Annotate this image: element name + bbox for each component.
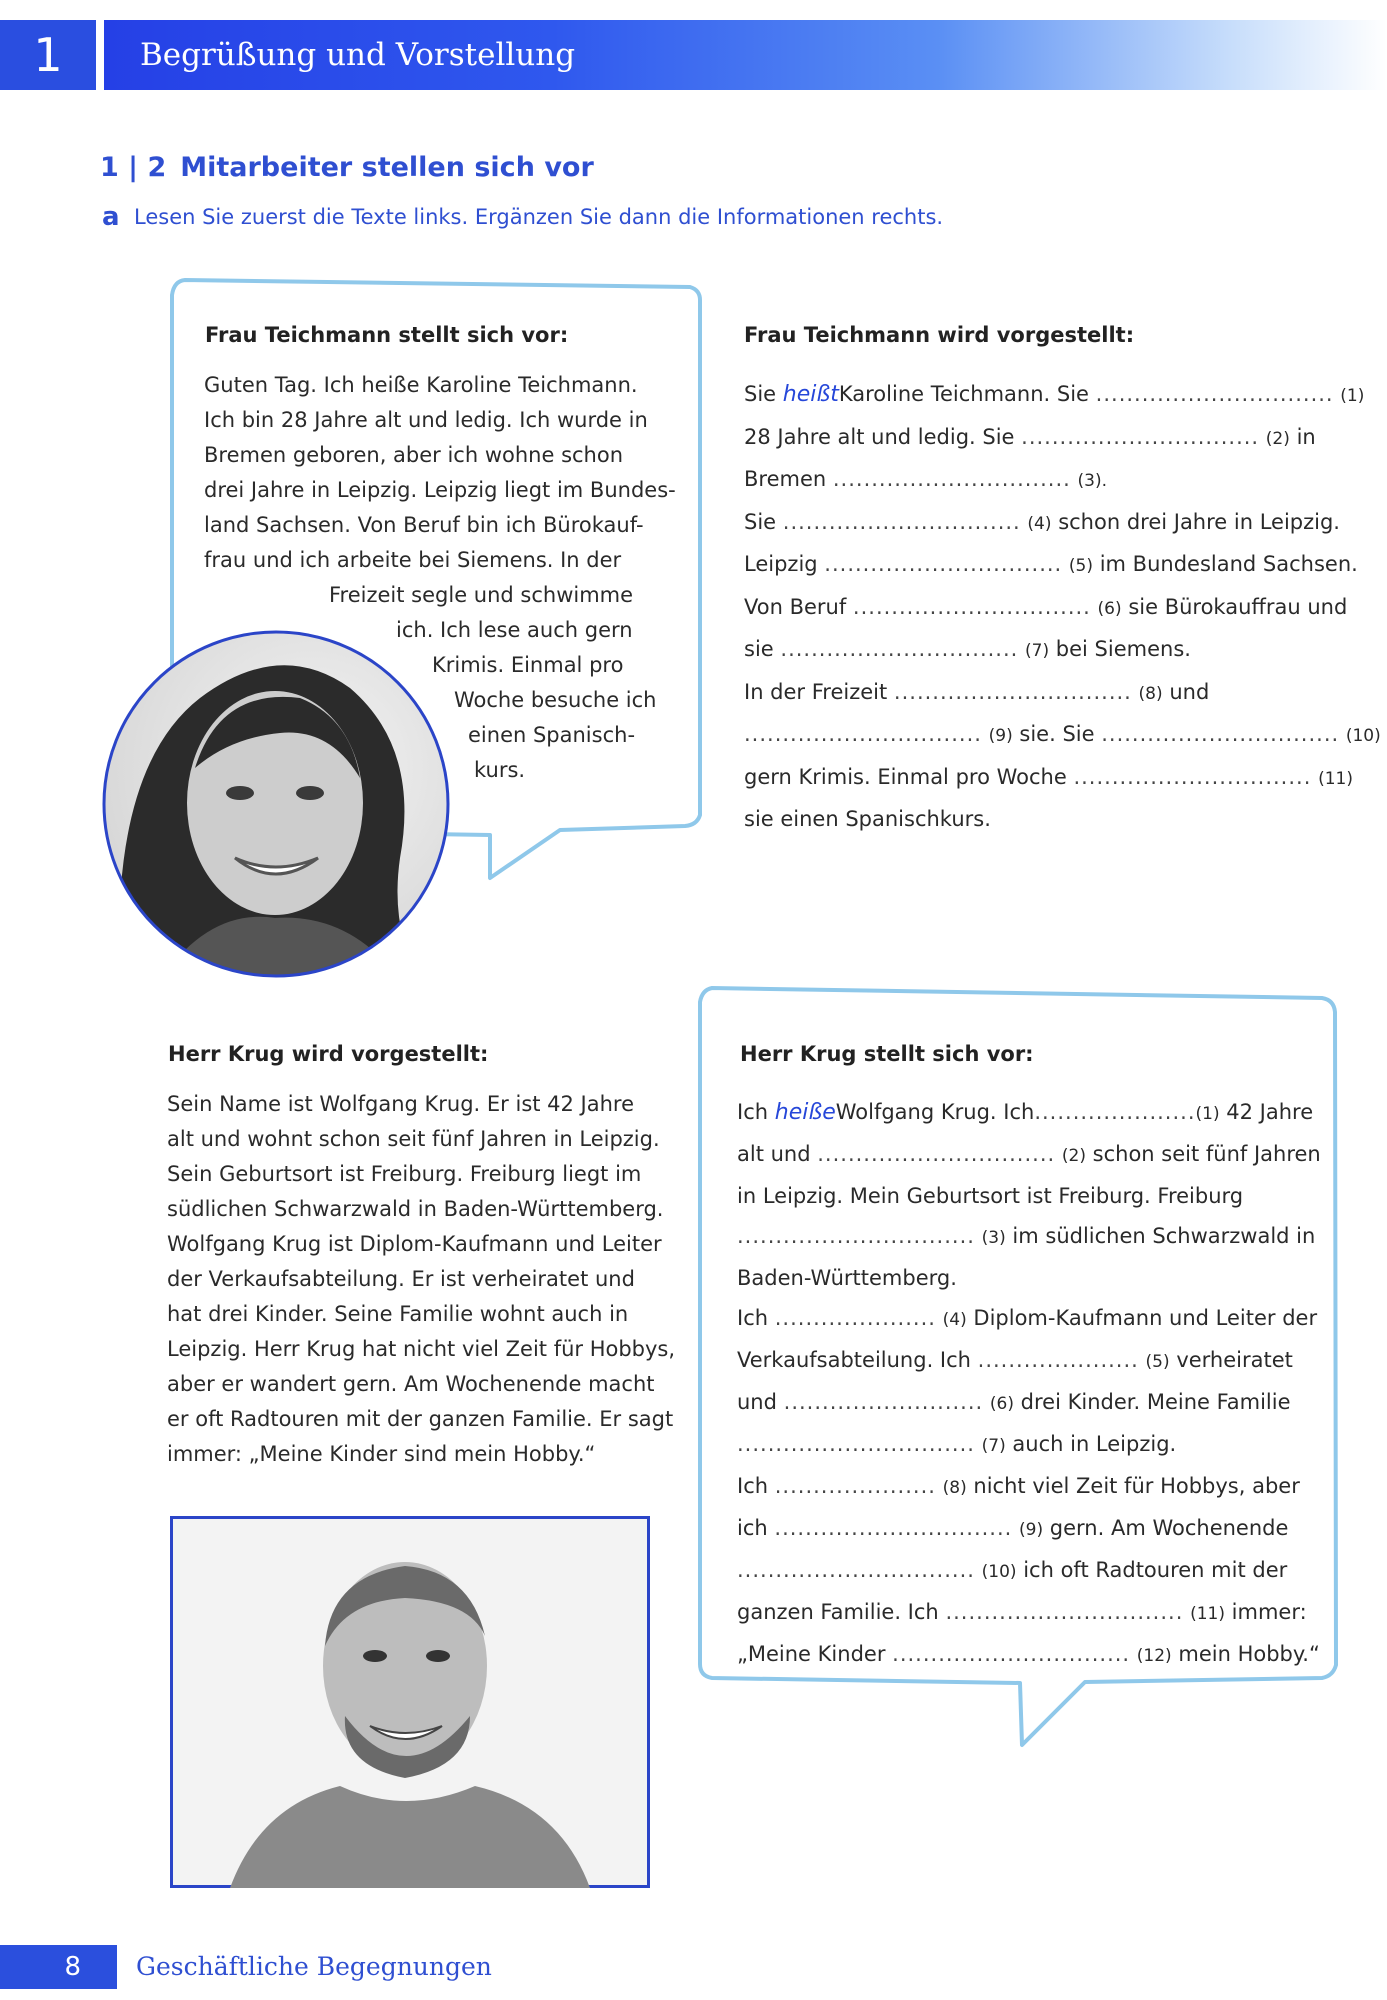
blank-number: (6) xyxy=(989,1394,1014,1414)
blank-4[interactable]: ..................... xyxy=(774,1306,936,1330)
blank-11[interactable]: ............................... xyxy=(1073,764,1312,789)
instruction-text: Lesen Sie zuerst die Texte links. Ergänzen Sie dann die Informationen rechts. xyxy=(134,205,944,229)
text: Sie xyxy=(744,509,777,534)
krug-intro-text xyxy=(167,1087,676,1472)
text: ich xyxy=(737,1516,768,1540)
handwritten-answer: heißt xyxy=(782,382,839,407)
text: immer: xyxy=(1231,1600,1307,1624)
text-line: immer: „Meine Kinder sind mein Hobby.“ xyxy=(167,1442,596,1466)
text-line: Bremen geboren, aber ich wohne schon xyxy=(204,443,624,467)
text: sie Bürokauffrau und xyxy=(1128,594,1348,619)
text: 42 Jahre xyxy=(1226,1100,1314,1124)
text-line: Ich bin 28 Jahre alt und ledig. Ich wurde in xyxy=(204,408,648,432)
exercise-line xyxy=(744,417,1344,460)
blank-6[interactable]: ............................... xyxy=(852,594,1091,619)
blank-6[interactable]: .......................... xyxy=(783,1390,984,1414)
text-line: Freizeit segle und schwimme xyxy=(329,583,634,607)
text: und xyxy=(737,1390,777,1414)
text-line: einen Spanisch- xyxy=(468,723,636,747)
task-letter: a xyxy=(102,202,120,232)
teichmann-intro-heading: Frau Teichmann wird vorgestellt: xyxy=(744,323,1135,347)
blank-number: (5) xyxy=(1068,556,1094,576)
blank-7[interactable]: ............................... xyxy=(737,1432,975,1456)
text-line: kurs. xyxy=(474,758,526,782)
handwritten-answer: heiße xyxy=(774,1100,836,1125)
text-line: er oft Radtouren mit der ganzen Familie. Er sagt xyxy=(167,1407,674,1431)
krug-intro-heading: Herr Krug wird vorgestellt: xyxy=(168,1042,489,1066)
exercise-line xyxy=(737,1340,1337,1382)
text: mein Hobby.“ xyxy=(1178,1642,1320,1666)
text-line: Guten Tag. Ich heiße Karoline Teichmann. xyxy=(204,373,638,397)
blank-7[interactable]: ............................... xyxy=(780,637,1019,661)
text: verheiratet xyxy=(1176,1348,1293,1372)
blank-3[interactable]: ............................... xyxy=(832,467,1071,491)
text: Bremen xyxy=(744,467,827,491)
text: in xyxy=(1296,424,1316,449)
blank-9[interactable]: ............................... xyxy=(744,722,982,746)
page-number-box xyxy=(0,1945,117,1989)
text: gern. Am Wochenende xyxy=(1049,1516,1289,1540)
text: „Meine Kinder xyxy=(737,1642,886,1666)
chapter-title: Begrüßung und Vorstellung xyxy=(140,37,576,73)
text: In der Freizeit xyxy=(744,679,888,704)
text-line: der Verkaufsabteilung. Er ist verheiratet und xyxy=(167,1267,635,1291)
exercise-line xyxy=(737,1592,1337,1634)
text-line: land Sachsen. Von Beruf bin ich Bürokauf- xyxy=(204,513,644,537)
exercise-line xyxy=(737,1298,1337,1340)
book-title: Geschäftliche Begegnungen xyxy=(136,1952,492,1981)
exercise-line xyxy=(744,629,1344,672)
blank-5[interactable]: ..................... xyxy=(977,1348,1139,1372)
text: Ich xyxy=(737,1474,769,1498)
blank-2[interactable]: ............................... xyxy=(1021,424,1260,449)
krug-self-exercise xyxy=(737,1092,1337,1676)
page-number: 8 xyxy=(64,1952,81,1982)
text: im südlichen Schwarzwald in xyxy=(1012,1224,1316,1248)
exercise-line xyxy=(744,587,1348,630)
exercise-line: in Leipzig. Mein Geburtsort ist Freiburg. Freiburg xyxy=(737,1184,1244,1208)
text-line: aber er wandert gern. Am Wochenende macht xyxy=(167,1372,655,1396)
exercise-line: Baden-Württemberg. xyxy=(737,1266,957,1290)
exercise-line: sie einen Spanischkurs. xyxy=(744,807,991,831)
text: drei Kinder. Meine Familie xyxy=(1020,1390,1291,1414)
blank-1[interactable]: ..................... xyxy=(1034,1100,1196,1124)
text: gern Krimis. Einmal pro Woche xyxy=(744,764,1067,789)
blank-11[interactable]: ............................... xyxy=(945,1600,1184,1624)
text: nicht viel Zeit für Hobbys, aber xyxy=(973,1474,1300,1498)
teichmann-intro-exercise xyxy=(744,374,1381,840)
blank-2[interactable]: ............................... xyxy=(817,1142,1056,1166)
exercise-line xyxy=(744,757,1353,800)
text: auch in Leipzig. xyxy=(1012,1432,1177,1456)
text: sie xyxy=(744,637,774,661)
blank-number: (9) xyxy=(988,726,1013,746)
text: Diplom-Kaufmann und Leiter der xyxy=(973,1306,1318,1330)
text: schon seit fünf Jahren xyxy=(1092,1142,1321,1166)
blank-8[interactable]: ............................... xyxy=(893,679,1132,704)
text: Verkaufsabteilung. Ich xyxy=(737,1348,971,1372)
blank-number: (11) xyxy=(1318,768,1353,789)
text: sie. Sie xyxy=(1019,722,1095,746)
blank-10[interactable]: ............................... xyxy=(1101,722,1340,746)
blank-number: (7) xyxy=(1025,641,1050,661)
blank-number: (7) xyxy=(981,1436,1006,1456)
exercise-line xyxy=(737,1634,1337,1676)
blank-number: (11) xyxy=(1190,1604,1225,1624)
blank-number: (8) xyxy=(942,1478,967,1498)
blank-number: (3) xyxy=(981,1228,1006,1248)
blank-number: (2) xyxy=(1061,1146,1086,1166)
blank-number: (2) xyxy=(1265,428,1290,449)
text-line: hat drei Kinder. Seine Familie wohnt auch in xyxy=(167,1302,629,1326)
text: Ich xyxy=(737,1306,769,1330)
section-number: 1 | 2 xyxy=(100,152,167,183)
blank-number: (4) xyxy=(942,1310,967,1330)
krug-self-heading: Herr Krug stellt sich vor: xyxy=(740,1042,1034,1066)
text-line: ich. Ich lese auch gern xyxy=(396,618,633,642)
blank-12[interactable]: ............................... xyxy=(892,1642,1131,1666)
blank-number: (10) xyxy=(1345,726,1381,746)
exercise-line xyxy=(744,672,1344,715)
text-line: Sein Geburtsort ist Freiburg. Freiburg liegt im xyxy=(167,1162,642,1186)
text-line: Krimis. Einmal pro xyxy=(432,653,624,677)
text: ich oft Radtouren mit der xyxy=(1023,1558,1288,1582)
exercise-line xyxy=(737,1466,1337,1508)
blank-8[interactable]: ..................... xyxy=(774,1474,936,1498)
exercise-line xyxy=(744,544,1358,587)
text: Sie xyxy=(744,382,777,406)
text: Von Beruf xyxy=(744,594,847,619)
text: schon drei Jahre in Leipzig. xyxy=(1058,509,1340,534)
text-line: frau und ich arbeite bei Siemens. In der xyxy=(204,548,622,572)
exercise-line xyxy=(737,1550,1337,1592)
page-footer xyxy=(0,1945,1387,1989)
blank-4[interactable]: ............................... xyxy=(782,509,1021,534)
text: im Bundesland Sachsen. xyxy=(1099,552,1358,576)
exercise-line xyxy=(737,1382,1337,1424)
text-line: Leipzig. Herr Krug hat nicht viel Zeit für Hobbys, xyxy=(167,1337,676,1361)
krug-portrait-photo xyxy=(170,1516,650,1888)
blank-9[interactable]: ............................... xyxy=(774,1516,1013,1540)
text: Leipzig xyxy=(744,552,818,576)
blank-number: (1) xyxy=(1340,386,1365,406)
text: und xyxy=(1169,679,1210,704)
blank-number: (5) xyxy=(1145,1352,1170,1372)
text: Ich xyxy=(737,1100,769,1124)
text-line: Woche besuche ich xyxy=(454,688,657,712)
blank-3[interactable]: ............................... xyxy=(737,1224,975,1248)
blank-number: (1) xyxy=(1195,1104,1220,1124)
exercise-line xyxy=(744,374,1365,417)
exercise-line xyxy=(744,502,1344,545)
teichmann-portrait-photo xyxy=(100,628,452,980)
text-line: südlichen Schwarzwald in Baden-Württemberg. xyxy=(167,1197,664,1221)
exercise-line xyxy=(737,1134,1337,1176)
section-title: Mitarbeiter stellen sich vor xyxy=(180,152,594,183)
blank-number: (10) xyxy=(981,1562,1017,1582)
blank-number: (6) xyxy=(1097,598,1122,619)
text-line: Wolfgang Krug ist Diplom-Kaufmann und Leiter xyxy=(167,1232,662,1256)
exercise-line xyxy=(737,1508,1337,1550)
text-line: drei Jahre in Leipzig. Leipzig liegt im Bundes- xyxy=(204,478,676,502)
blank-5[interactable]: ............................... xyxy=(824,552,1063,576)
exercise-line xyxy=(744,459,1344,502)
text: Wolfgang Krug. Ich xyxy=(835,1100,1035,1124)
text: bei Siemens. xyxy=(1055,637,1191,661)
blank-number: (3). xyxy=(1077,471,1107,491)
text: alt und xyxy=(737,1142,811,1166)
text-line: alt und wohnt schon seit fünf Jahren in Leipzig. xyxy=(167,1127,660,1151)
teichmann-self-heading: Frau Teichmann stellt sich vor: xyxy=(205,323,569,347)
blank-number: (4) xyxy=(1027,513,1052,534)
text: ganzen Familie. Ich xyxy=(737,1600,939,1624)
text-line: Sein Name ist Wolfgang Krug. Er ist 42 Jahre xyxy=(167,1092,635,1116)
exercise-line xyxy=(737,1424,1337,1466)
exercise-line xyxy=(744,714,1381,757)
text: Karoline Teichmann. Sie xyxy=(838,382,1089,406)
exercise-line xyxy=(737,1092,1337,1134)
blank-number: (8) xyxy=(1138,683,1163,704)
blank-10[interactable]: ............................... xyxy=(737,1558,975,1582)
exercise-line xyxy=(737,1216,1337,1258)
text: 28 Jahre alt und ledig. Sie xyxy=(744,424,1015,449)
blank-number: (12) xyxy=(1136,1646,1172,1666)
chapter-number: 1 xyxy=(0,20,96,90)
blank-number: (9) xyxy=(1019,1520,1044,1540)
blank-1[interactable]: ............................... xyxy=(1095,382,1334,406)
